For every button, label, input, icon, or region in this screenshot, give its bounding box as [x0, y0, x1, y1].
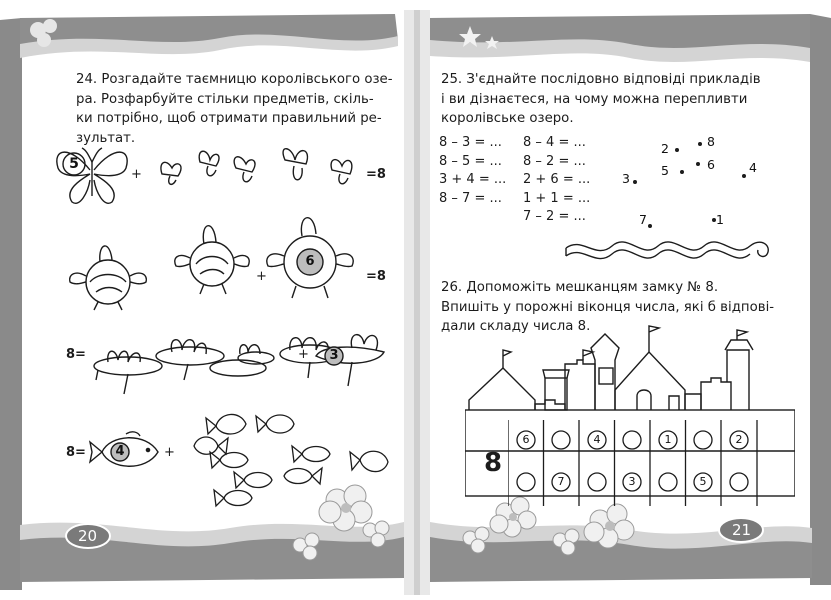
plus-sign: + [164, 445, 175, 460]
dot-label: 6 [707, 157, 715, 172]
page-number: 20 [78, 527, 98, 545]
turtle-row [40, 212, 420, 312]
plus-sign: + [256, 269, 267, 284]
grid-cell-bottom: 7 [557, 475, 565, 488]
grid-cell-top: 2 [735, 433, 743, 446]
given-number: 4 [115, 444, 125, 459]
example: 1 + 1 = ... [523, 190, 591, 206]
example: 3 + 4 = ... [439, 172, 507, 187]
grid-cell-top: 4 [593, 433, 601, 446]
task-line: Впишіть у порожні віконця числа, які б відпові- [441, 299, 775, 315]
examples-column-1 [439, 134, 506, 208]
grid-cell-bottom [658, 472, 678, 492]
grid-cell-top: 1 [664, 433, 672, 446]
example: 8 – 7 = ... [439, 190, 502, 206]
task-line: 24. Розгадайте таємницю королівського озе- [76, 72, 393, 87]
grid-cell-top: 6 [522, 433, 530, 446]
task-line: королівське озеро. [441, 111, 574, 126]
dot-label: 1 [716, 212, 724, 227]
example: 8 – 3 = ... [439, 135, 502, 150]
task-line: дали складу числа 8. [441, 319, 591, 334]
task-line: ра. Розфарбуйте стільки предметів, скіль- [76, 91, 374, 107]
big-number: 8 [484, 448, 503, 478]
dot-label: 5 [661, 163, 669, 178]
given-number: 5 [69, 156, 79, 172]
grid-cell-bottom [587, 472, 607, 492]
example: 2 + 6 = ... [523, 172, 591, 187]
equals-result: =8 [366, 167, 386, 182]
example: 8 – 2 = ... [523, 153, 586, 169]
task-line: ки потрібно, щоб отримати правильний ре- [76, 111, 382, 126]
plus-sign: + [298, 347, 309, 362]
butterfly-row [40, 140, 420, 210]
equals-result: =8 [366, 269, 386, 284]
task-25-text [441, 70, 801, 129]
dot-label: 2 [661, 141, 669, 156]
grid-cell-bottom [729, 472, 749, 492]
example: 7 – 2 = ... [523, 209, 586, 224]
dot-label: 8 [707, 134, 715, 149]
task-line: 26. Допоможіть мешканцям замку № 8. [441, 280, 719, 295]
examples-column-2 [523, 134, 590, 227]
fish-group [184, 406, 394, 516]
task-24-text [76, 70, 396, 148]
grid-cell-bottom: 5 [699, 475, 707, 488]
equation-lead: 8= [66, 445, 86, 460]
dot-label: 3 [622, 171, 630, 186]
given-number: 6 [305, 254, 315, 269]
equation-lead: 8= [66, 347, 86, 362]
example: 8 – 4 = ... [523, 135, 586, 150]
grid-cell-top [693, 430, 713, 450]
grid-cell-bottom [516, 472, 536, 492]
page-number: 21 [732, 521, 752, 539]
grid-cell-bottom: 3 [628, 475, 636, 488]
given-number: 3 [329, 348, 339, 363]
grid-cell-top [551, 430, 571, 450]
task-line: і ви дізнаєтеся, на чому можна перепливти [441, 91, 748, 107]
wavy-water [562, 230, 782, 270]
dot-label: 4 [749, 160, 757, 175]
plus-sign: + [131, 167, 142, 182]
dot-label: 7 [639, 212, 647, 227]
example: 8 – 5 = ... [439, 153, 502, 169]
grid-cell-top [622, 430, 642, 450]
task-line: зультат. [76, 130, 136, 146]
task-line: 25. З'єднайте послідовно відповіді прикладів [441, 72, 761, 87]
